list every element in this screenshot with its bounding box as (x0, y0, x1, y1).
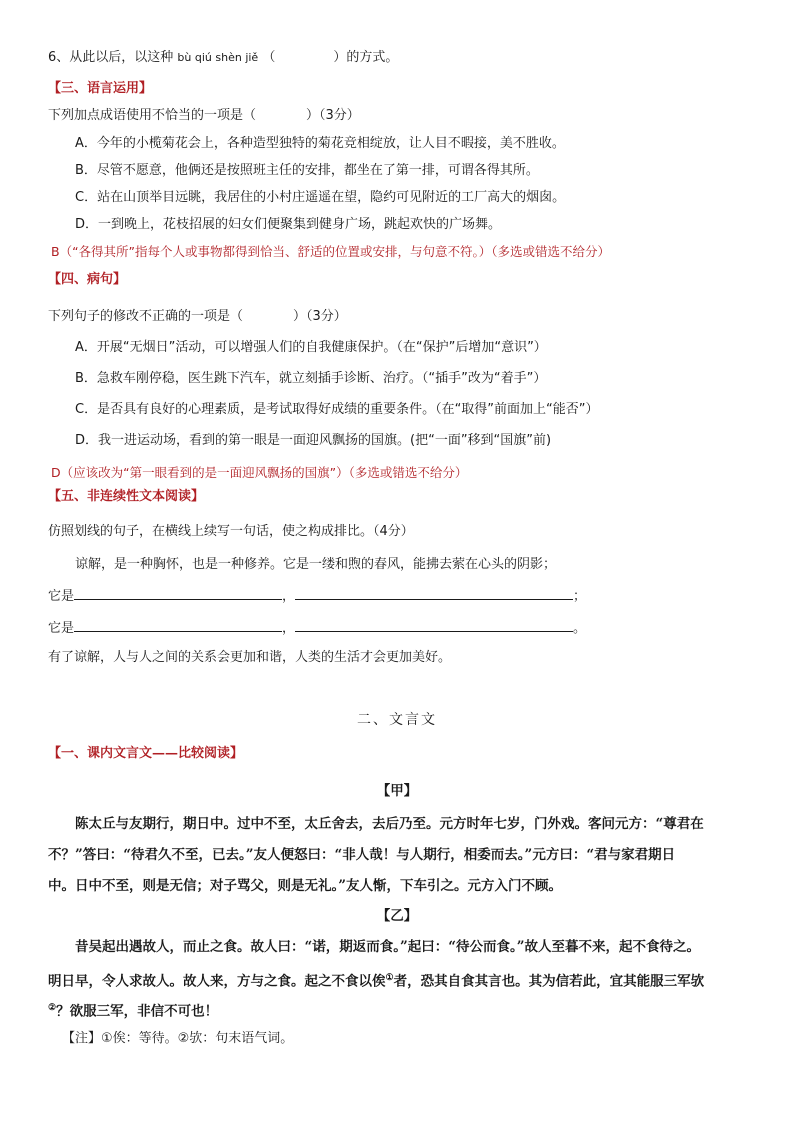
section-5-title: 【五、非连续性文本阅读】 (48, 489, 205, 504)
yi-line-2: 明日早，令人求故人。故人来，方与之食。起之不食以俟①者，恐其自食其言也。其为信若此，宜其能服三军欤 (48, 973, 705, 990)
section-5-question: 仿照划线的句子，在横线上续写一句话，使之构成排比。（4分） (48, 524, 414, 539)
jia-line-1: 陈太丘与友期行，期日中。过中不至，太丘舍去，去后乃至。元方时年七岁，门外戏。客问元方：“尊君在 (75, 816, 704, 832)
blank-underline[interactable] (295, 618, 573, 632)
section-4-title: 【四、病句】 (48, 272, 127, 287)
option-a: A．开展“无烟日”活动，可以增强人们的自我健康保护。（在“保护”后增加“意识”） (75, 340, 547, 355)
section-3-title: 【三、语言运用】 (48, 81, 153, 96)
blank-underline[interactable] (295, 586, 573, 600)
footnote-mark-1: ① (385, 973, 394, 983)
part-2-title: 二、文言文 (357, 712, 437, 728)
pinyin: bù qiú shèn jiě (177, 51, 259, 64)
part-2-subtitle: 【一、课内文言文——比较阅读】 (48, 746, 244, 761)
blank-underline[interactable] (74, 618, 282, 632)
option-b: B．急救车刚停稳，医生跳下汽车，就立刻插手诊断、治疗。（“插手”改为“着手”） (75, 371, 547, 386)
conclusion: 有了谅解，人与人之间的关系会更加和谐，人类的生活才会更加美好。 (48, 650, 452, 665)
jia-line-3: 中。日中不至，则是无信；对子骂父，则是无礼。”友人惭，下车引之。元方入门不顾。 (48, 878, 563, 894)
fill-line-2: 它是 ， 。 (48, 618, 586, 638)
jia-title: 【甲】 (376, 783, 418, 799)
option-c: C．是否具有良好的心理素质，是考试取得好成绩的重要条件。（在“取得”前面加上“能否”） (75, 402, 599, 417)
option-a: A．今年的小榄菊花会上，各种造型独特的菊花竞相绽放，让人目不暇接，美不胜收。 (75, 136, 565, 151)
fill-line-1: 它是 ， ； (48, 586, 586, 606)
option-d: D．一到晚上，花枝招展的妇女们便聚集到健身广场，跳起欢快的广场舞。 (75, 217, 502, 232)
footnote-mark-2: ② (48, 1003, 57, 1013)
option-d: D．我一进运动场，看到的第一眼是一面迎风飘扬的国旗。(把“一面”移到“国旗”前) (75, 433, 552, 448)
option-b: B．尽管不愿意，他俩还是按照班主任的安排，都坐在了第一排，可谓各得其所。 (75, 163, 539, 178)
section-4-question: 下列句子的修改不正确的一项是（ ）（3分） (48, 309, 347, 324)
blank-underline[interactable] (74, 586, 282, 600)
passage: 谅解，是一种胸怀，也是一种修养。它是一缕和煦的春风，能拂去萦在心头的阴影； (75, 557, 557, 572)
question-6: 6、从此以后，以这种 bù qiú shèn jiě （ ）的方式。 (48, 50, 399, 65)
section-3-question: 下列加点成语使用不恰当的一项是（ ）（3分） (48, 108, 360, 123)
yi-line-1: 昔吴起出遇故人，而止之食。故人曰：“诺，期返而食。”起曰：“待公而食。”故人至暮不来，起不食待之。 (75, 939, 701, 955)
section-4-answer: D（应该改为“第一眼看到的是一面迎风飘扬的国旗”）（多选或错选不给分） (51, 465, 468, 480)
yi-line-3: ②？欲服三军，非信不可也！ (48, 1003, 219, 1020)
notes: 【注】①俟：等待。②欤：句末语气词。 (62, 1031, 294, 1046)
option-c: C．站在山顶举目远眺，我居住的小村庄遥遥在望，隐约可见附近的工厂高大的烟囱。 (75, 190, 566, 205)
jia-line-2: 不？”答曰：“待君久不至，已去。”友人便怒曰：“非人哉！与人期行，相委而去。”元方曰：“君与家君期日 (48, 847, 676, 863)
yi-title: 【乙】 (376, 908, 418, 924)
section-3-answer: B（“各得其所”指每个人或事物都得到恰当、舒适的位置或安排，与句意不符。）（多选或错选不给分） (51, 244, 611, 259)
